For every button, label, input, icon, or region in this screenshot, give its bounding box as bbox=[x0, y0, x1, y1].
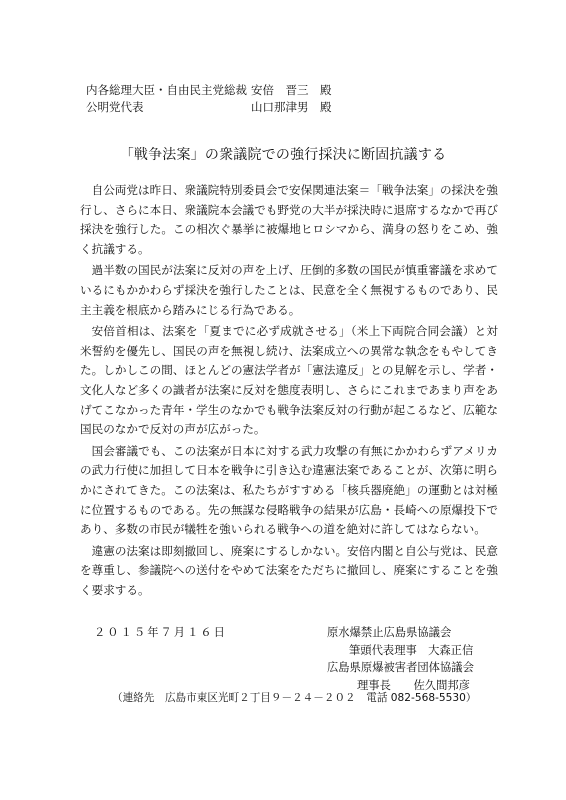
document-body bbox=[80, 181, 498, 602]
signatory-block bbox=[327, 624, 507, 694]
addressee-row bbox=[86, 82, 332, 99]
body-paragraph: 自公両党は昨日、衆議院特別委員会で安保関連法案＝「戦争法案」の採決を強行し、さらに本日、衆議院本会議でも野党の大半が採決時に退席するなかで再び採決を強行した。この相次ぐ暴挙に被爆地ヒロシマから、満身の怒りをこめ、強く抗議する。 bbox=[80, 183, 498, 256]
body-paragraph: 国会審議でも、この法案が日本に対する武力攻撃の有無にかかわらずアメリカの武力行使に加担して日本を戦争に引き込む違憲法案であることが、次第に明らかにされてきた。この法案は、私たちがすすめる「核兵器廃絶」の運動とは対極に位置するものである。先の無謀な侵略戦争の結果が広島・長崎への原爆投下であり、多数の市民が犠牲を強いられる戦争への道を絶対に許してはならない。 bbox=[80, 443, 498, 537]
document-title: 「戦争法案」の衆議院での強行採決に断固抗議する bbox=[119, 147, 447, 163]
body-paragraph: 違憲の法案は即刻撤回し、廃案にするしかない。安倍内閣と自公与党は、民意を尊重し、参議院への送付をやめて法案をただちに撤回し、廃案にすることを強く要求する。 bbox=[80, 543, 498, 597]
signatory-org: 原水爆禁止広島県協議会 bbox=[327, 626, 452, 639]
signatory-person: 理事長 佐久間邦彦 bbox=[357, 678, 470, 692]
signatory-person: 筆頭代表理事 大森正信 bbox=[349, 643, 474, 657]
addressee-row bbox=[86, 99, 332, 116]
addressee-block bbox=[86, 82, 332, 116]
body-paragraph: 安倍首相は、法案を「夏までに必ず成就させる」（米上下両院合同会議）と対米誓約を優先し、国民の声を無視し続け、法案成立への異常な執念をもやしてきた。しかしこの間、ほとんどの憲法学者が「憲法違反」との見解を示し、学者・文化人など多くの識者が法案に反対を態度表明し、さらにこれまであまり声をあげてこなかった青年・学生のなかでも戦争法案反対の行動が起こるなど、広範な国民のなかで反対の声が広がった。 bbox=[80, 324, 498, 437]
contact-info: （連絡先 広島市東区光町２丁目９－２４－２０２ 電話 082-568-5530） bbox=[112, 692, 477, 704]
addressee-name: 山口那津男 殿 bbox=[251, 100, 332, 114]
addressee-name: 安倍 晋三 殿 bbox=[251, 83, 332, 97]
addressee-org: 公明党代表 bbox=[86, 100, 144, 114]
document-date: ２０１５年７月１６日 bbox=[94, 626, 227, 639]
signatory-org: 広島県原爆被害者団体協議会 bbox=[327, 661, 474, 674]
body-paragraph: 過半数の国民が法案に反対の声を上げ、圧倒的多数の国民が慎重審議を求めているにもかかわらず採決を強行したことは、民意を全く無視するものであり、民主主義を根底から踏みにじる行為である。 bbox=[80, 263, 498, 317]
addressee-org: 内各総理大臣・自由民主党総裁 bbox=[86, 83, 247, 97]
